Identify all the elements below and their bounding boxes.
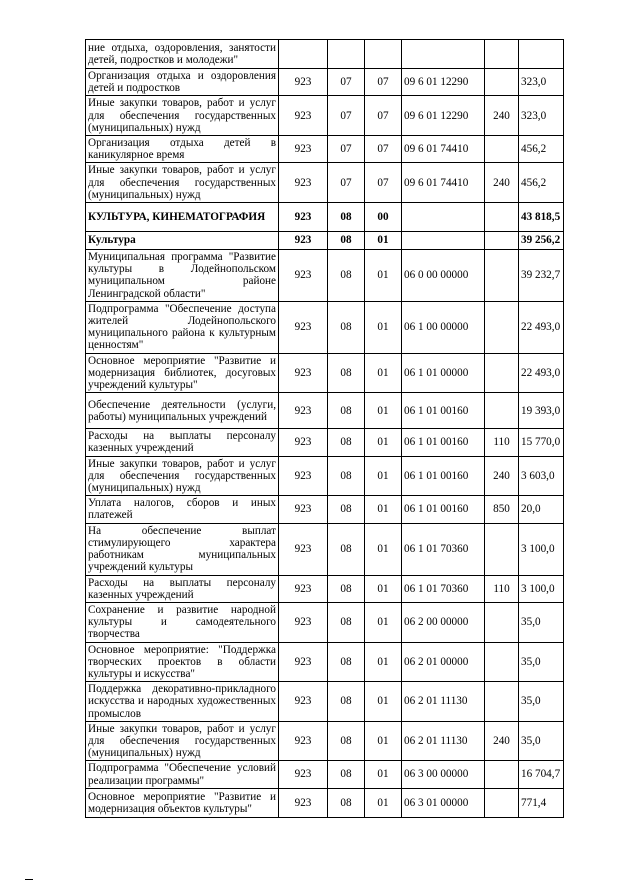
table-row bbox=[86, 642, 564, 682]
row-grbs-code: 923 bbox=[279, 136, 328, 163]
row-grbs-code: 923 bbox=[279, 203, 328, 232]
row-target-article: 09 6 01 12290 bbox=[402, 69, 485, 96]
row-expense-type bbox=[485, 523, 519, 575]
row-amount: 35,0 bbox=[519, 642, 564, 682]
row-subsection-code: 01 bbox=[365, 788, 402, 817]
row-target-article: 06 0 00 00000 bbox=[402, 250, 485, 302]
row-section-code: 08 bbox=[328, 523, 365, 575]
row-grbs-code bbox=[279, 40, 328, 69]
row-name: Иные закупки товаров, работ и услуг для обеспечения государственных (муниципальных) нужд bbox=[86, 96, 279, 136]
row-name: Основное мероприятие "Развитие и модернизация объектов культуры" bbox=[86, 788, 279, 817]
table-row bbox=[86, 96, 564, 136]
table-row bbox=[86, 721, 564, 761]
row-target-article: 09 6 01 12290 bbox=[402, 96, 485, 136]
row-subsection-code: 07 bbox=[365, 163, 402, 203]
row-section-code: 08 bbox=[328, 301, 365, 353]
row-expense-type bbox=[485, 69, 519, 96]
row-name: Организация отдыха детей в каникулярное время bbox=[86, 136, 279, 163]
row-section-code: 08 bbox=[328, 642, 365, 682]
row-expense-type bbox=[485, 136, 519, 163]
row-subsection-code: 01 bbox=[365, 682, 402, 722]
table-row bbox=[86, 163, 564, 203]
row-subsection-code: 01 bbox=[365, 393, 402, 429]
row-section-code: 08 bbox=[328, 721, 365, 761]
row-subsection-code: 01 bbox=[365, 353, 402, 393]
row-amount: 3 100,0 bbox=[519, 523, 564, 575]
row-expense-type bbox=[485, 40, 519, 69]
row-name: Подпрограмма "Обеспечение доступа жителей Лодейнопольского муниципального района к культурным ценностям" bbox=[86, 301, 279, 353]
row-amount: 39 232,7 bbox=[519, 250, 564, 302]
row-amount: 323,0 bbox=[519, 96, 564, 136]
table-row bbox=[86, 203, 564, 232]
table-row bbox=[86, 788, 564, 817]
row-name: Основное мероприятие "Развитие и модернизация библиотек, досуговых учреждений культуры" bbox=[86, 353, 279, 393]
row-name: Обеспечение деятельности (услуги, работы) муниципальных учреждений bbox=[86, 393, 279, 429]
table-row bbox=[86, 250, 564, 302]
row-target-article: 09 6 01 74410 bbox=[402, 136, 485, 163]
table-row bbox=[86, 40, 564, 69]
row-amount: 22 493,0 bbox=[519, 353, 564, 393]
row-amount: 43 818,5 bbox=[519, 203, 564, 232]
row-name: Основное мероприятие: "Поддержка творческих проектов в области культуры и искусства" bbox=[86, 642, 279, 682]
row-amount: 35,0 bbox=[519, 682, 564, 722]
row-section-code: 08 bbox=[328, 496, 365, 523]
row-target-article bbox=[402, 232, 485, 250]
table-row bbox=[86, 136, 564, 163]
row-amount: 456,2 bbox=[519, 163, 564, 203]
row-grbs-code: 923 bbox=[279, 69, 328, 96]
row-expense-type: 110 bbox=[485, 429, 519, 456]
row-subsection-code: 01 bbox=[365, 301, 402, 353]
row-name: Организация отдыха и оздоровления детей и подростков bbox=[86, 69, 279, 96]
table-row bbox=[86, 393, 564, 429]
row-subsection-code bbox=[365, 40, 402, 69]
row-target-article: 06 1 01 00160 bbox=[402, 429, 485, 456]
row-grbs-code: 923 bbox=[279, 393, 328, 429]
row-expense-type bbox=[485, 203, 519, 232]
budget-table bbox=[85, 39, 564, 818]
row-subsection-code: 07 bbox=[365, 96, 402, 136]
row-expense-type: 240 bbox=[485, 96, 519, 136]
row-expense-type bbox=[485, 250, 519, 302]
footer-mark bbox=[25, 879, 33, 880]
row-grbs-code: 923 bbox=[279, 163, 328, 203]
table-row bbox=[86, 575, 564, 602]
row-amount: 771,4 bbox=[519, 788, 564, 817]
row-amount bbox=[519, 40, 564, 69]
row-section-code: 08 bbox=[328, 393, 365, 429]
row-amount: 20,0 bbox=[519, 496, 564, 523]
row-name: Муниципальная программа "Развитие культуры в Лодейнопольском муниципальном районе Ленинградской области" bbox=[86, 250, 279, 302]
row-amount: 35,0 bbox=[519, 721, 564, 761]
row-amount: 3 603,0 bbox=[519, 456, 564, 496]
row-subsection-code: 07 bbox=[365, 69, 402, 96]
row-subsection-code: 01 bbox=[365, 575, 402, 602]
row-target-article: 06 1 00 00000 bbox=[402, 301, 485, 353]
row-name: Расходы на выплаты персоналу казенных учреждений bbox=[86, 429, 279, 456]
row-name: Иные закупки товаров, работ и услуг для обеспечения государственных (муниципальных) нужд bbox=[86, 456, 279, 496]
row-target-article: 06 1 01 00160 bbox=[402, 456, 485, 496]
row-subsection-code: 01 bbox=[365, 232, 402, 250]
row-section-code: 08 bbox=[328, 203, 365, 232]
row-subsection-code: 01 bbox=[365, 250, 402, 302]
row-target-article: 06 1 01 00160 bbox=[402, 496, 485, 523]
row-section-code: 08 bbox=[328, 232, 365, 250]
row-target-article: 06 1 01 00160 bbox=[402, 393, 485, 429]
row-section-code: 08 bbox=[328, 788, 365, 817]
row-subsection-code: 01 bbox=[365, 429, 402, 456]
row-amount: 323,0 bbox=[519, 69, 564, 96]
row-name: КУЛЬТУРА, КИНЕМАТОГРАФИЯ bbox=[86, 203, 279, 232]
row-target-article bbox=[402, 203, 485, 232]
table-row bbox=[86, 602, 564, 642]
row-grbs-code: 923 bbox=[279, 456, 328, 496]
row-target-article: 06 1 01 70360 bbox=[402, 575, 485, 602]
table-row bbox=[86, 301, 564, 353]
row-expense-type: 110 bbox=[485, 575, 519, 602]
row-subsection-code: 01 bbox=[365, 761, 402, 788]
row-grbs-code: 923 bbox=[279, 353, 328, 393]
row-expense-type bbox=[485, 353, 519, 393]
row-target-article: 06 2 01 11130 bbox=[402, 721, 485, 761]
row-subsection-code: 01 bbox=[365, 523, 402, 575]
row-target-article bbox=[402, 40, 485, 69]
row-grbs-code: 923 bbox=[279, 523, 328, 575]
row-name: Иные закупки товаров, работ и услуг для обеспечения государственных (муниципальных) нужд bbox=[86, 163, 279, 203]
row-expense-type bbox=[485, 393, 519, 429]
row-amount: 39 256,2 bbox=[519, 232, 564, 250]
row-section-code: 08 bbox=[328, 429, 365, 456]
row-target-article: 06 2 00 00000 bbox=[402, 602, 485, 642]
row-target-article: 06 1 01 00000 bbox=[402, 353, 485, 393]
row-grbs-code: 923 bbox=[279, 642, 328, 682]
row-expense-type: 240 bbox=[485, 721, 519, 761]
row-expense-type bbox=[485, 788, 519, 817]
row-subsection-code: 01 bbox=[365, 496, 402, 523]
table-row bbox=[86, 682, 564, 722]
row-amount: 15 770,0 bbox=[519, 429, 564, 456]
row-subsection-code: 00 bbox=[365, 203, 402, 232]
row-grbs-code: 923 bbox=[279, 788, 328, 817]
row-grbs-code: 923 bbox=[279, 721, 328, 761]
row-section-code: 08 bbox=[328, 353, 365, 393]
row-name: Подпрограмма "Обеспечение условий реализации программы" bbox=[86, 761, 279, 788]
row-target-article: 09 6 01 74410 bbox=[402, 163, 485, 203]
row-section-code: 07 bbox=[328, 136, 365, 163]
row-section-code: 08 bbox=[328, 682, 365, 722]
row-subsection-code: 07 bbox=[365, 136, 402, 163]
row-grbs-code: 923 bbox=[279, 682, 328, 722]
row-grbs-code: 923 bbox=[279, 232, 328, 250]
table-row bbox=[86, 456, 564, 496]
row-expense-type bbox=[485, 642, 519, 682]
row-target-article: 06 1 01 70360 bbox=[402, 523, 485, 575]
row-name: ние отдыха, оздоровления, занятости детей, подростков и молодежи" bbox=[86, 40, 279, 69]
row-grbs-code: 923 bbox=[279, 250, 328, 302]
row-grbs-code: 923 bbox=[279, 575, 328, 602]
row-subsection-code: 01 bbox=[365, 602, 402, 642]
row-amount: 456,2 bbox=[519, 136, 564, 163]
row-target-article: 06 3 00 00000 bbox=[402, 761, 485, 788]
row-expense-type bbox=[485, 761, 519, 788]
table-row bbox=[86, 353, 564, 393]
row-section-code: 08 bbox=[328, 602, 365, 642]
row-amount: 35,0 bbox=[519, 602, 564, 642]
row-grbs-code: 923 bbox=[279, 301, 328, 353]
row-section-code: 08 bbox=[328, 761, 365, 788]
row-target-article: 06 3 01 00000 bbox=[402, 788, 485, 817]
row-name: Поддержка декоративно-прикладного искусства и народных художественных промыслов bbox=[86, 682, 279, 722]
row-amount: 19 393,0 bbox=[519, 393, 564, 429]
table-row bbox=[86, 523, 564, 575]
row-name: На обеспечение выплат стимулирующего характера работникам муниципальных учреждений культуры bbox=[86, 523, 279, 575]
row-grbs-code: 923 bbox=[279, 602, 328, 642]
row-expense-type bbox=[485, 232, 519, 250]
row-name: Культура bbox=[86, 232, 279, 250]
row-section-code: 08 bbox=[328, 456, 365, 496]
table-row bbox=[86, 496, 564, 523]
table-row bbox=[86, 429, 564, 456]
row-subsection-code: 01 bbox=[365, 456, 402, 496]
row-target-article: 06 2 01 11130 bbox=[402, 682, 485, 722]
table-row bbox=[86, 761, 564, 788]
table-row bbox=[86, 232, 564, 250]
row-expense-type bbox=[485, 301, 519, 353]
row-name: Иные закупки товаров, работ и услуг для обеспечения государственных (муниципальных) нужд bbox=[86, 721, 279, 761]
row-amount: 16 704,7 bbox=[519, 761, 564, 788]
row-subsection-code: 01 bbox=[365, 642, 402, 682]
row-section-code: 07 bbox=[328, 69, 365, 96]
table-row bbox=[86, 69, 564, 96]
row-amount: 22 493,0 bbox=[519, 301, 564, 353]
row-section-code: 08 bbox=[328, 250, 365, 302]
row-name: Расходы на выплаты персоналу казенных учреждений bbox=[86, 575, 279, 602]
row-expense-type bbox=[485, 682, 519, 722]
row-section-code: 07 bbox=[328, 96, 365, 136]
row-name: Уплата налогов, сборов и иных платежей bbox=[86, 496, 279, 523]
row-target-article: 06 2 01 00000 bbox=[402, 642, 485, 682]
row-grbs-code: 923 bbox=[279, 496, 328, 523]
row-expense-type: 850 bbox=[485, 496, 519, 523]
row-section-code: 08 bbox=[328, 575, 365, 602]
row-grbs-code: 923 bbox=[279, 429, 328, 456]
row-expense-type: 240 bbox=[485, 456, 519, 496]
row-grbs-code: 923 bbox=[279, 96, 328, 136]
row-amount: 3 100,0 bbox=[519, 575, 564, 602]
row-name: Сохранение и развитие народной культуры и самодеятельного творчества bbox=[86, 602, 279, 642]
row-expense-type: 240 bbox=[485, 163, 519, 203]
row-grbs-code: 923 bbox=[279, 761, 328, 788]
row-section-code bbox=[328, 40, 365, 69]
row-section-code: 07 bbox=[328, 163, 365, 203]
row-expense-type bbox=[485, 602, 519, 642]
row-subsection-code: 01 bbox=[365, 721, 402, 761]
